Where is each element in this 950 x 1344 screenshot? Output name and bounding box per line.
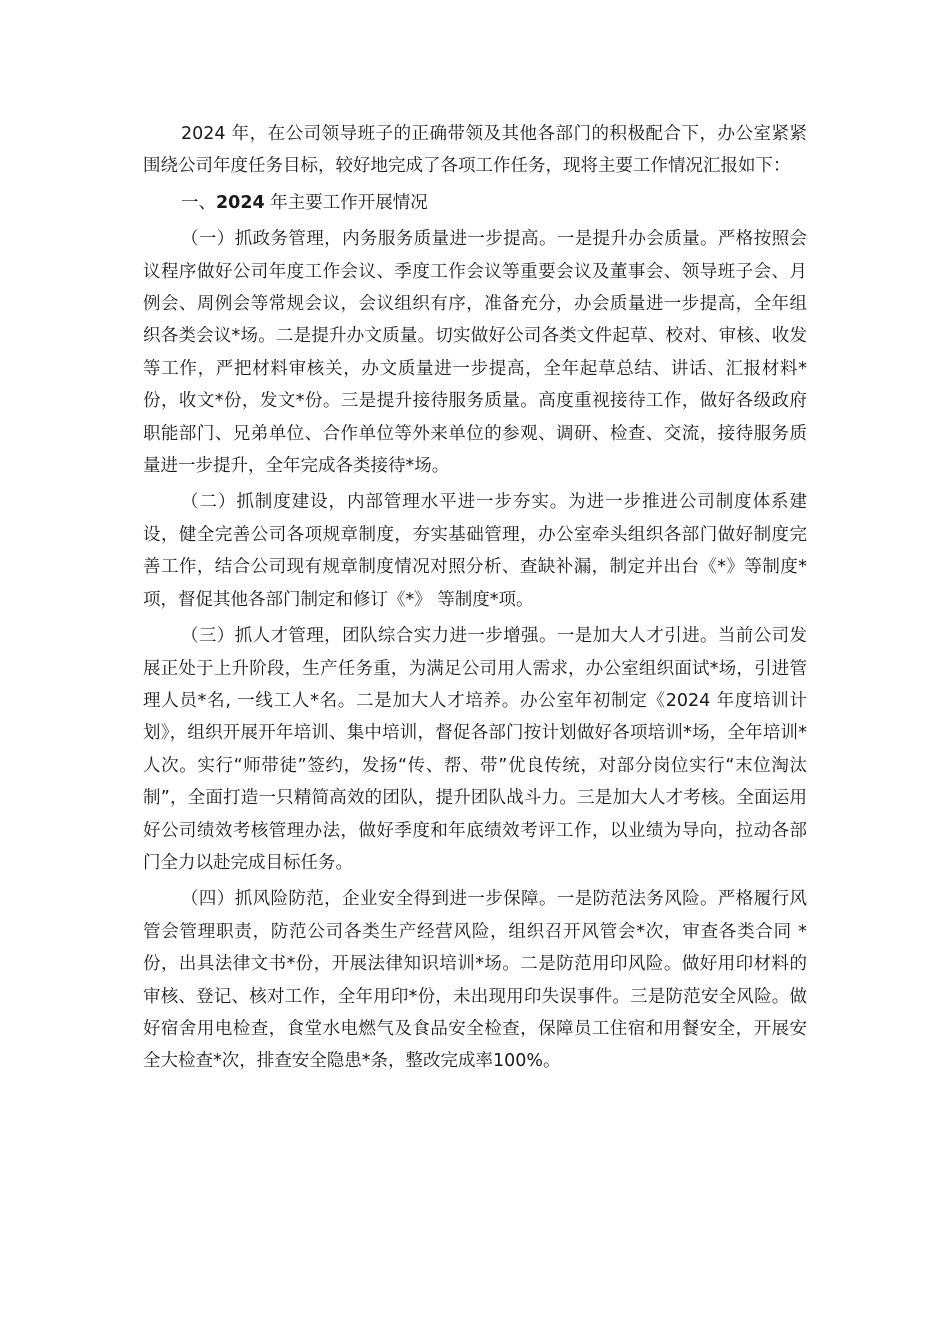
paragraph-system-building: （二）抓制度建设，内部管理水平进一步夯实。为进一步推进公司制度体系建设，健全完善公司各项规章制度，夯实基础管理，办公室牵头组织各部门做好制度完善工作，结合公司现有规章制度情况对照分析、查缺补漏，制定并出台《*》等制度*项，督促其他各部门制定和修订《*》 等制度*项。 (143, 492, 807, 610)
section-heading (143, 187, 807, 219)
section-heading-prefix: 一、 (181, 192, 216, 213)
paragraph-talent-management: （三）抓人才管理，团队综合实力进一步增强。一是加大人才引进。当前公司发展正处于上升阶段，生产任务重，为满足公司用人需求，办公室组织面试*场，引进管理人员*名, 一线工人*名。二是加大人才培养。办公室年初制定《2024 年度培训计划》，组织开展开年培训、集中培训，督促各部门按计划做好各项培训*场，全年培训*人次。实行“师带徒”签约，发扬“传、帮、带”优良传统，对部分岗位实行“末位淘汰制”，全面打造一只精简高效的团队，提升团队战斗力。三是加大人才考核。全面运用好公司绩效考核管理办法，做好季度和年底绩效考评工作，以业绩为导向，拉动各部门全力以赴完成目标任务。 (143, 626, 807, 873)
section-heading-year: 2024 (216, 192, 265, 213)
intro-paragraph: 2024 年，在公司领导班子的正确带领及其他各部门的积极配合下，办公室紧紧围绕公司年度任务目标，较好地完成了各项工作任务，现将主要工作情况汇报如下： (143, 124, 807, 177)
paragraph-risk-prevention: （四）抓风险防范，企业安全得到进一步保障。一是防范法务风险。严格履行风管会管理职责，防范公司各类生产经营风险，组织召开风管会*次，审查各类合同 *份，出具法律文书*份，开展法律知识培训*场。二是防范用印风险。做好用印材料的审核、登记、核对工作，全年用印*份，未出现用印失误事件。三是防范安全风险。做好宿舍用电检查，食堂水电燃气及食品安全检查，保障员工住宿和用餐安全，开展安全大检查*次，排查安全隐患*条，整改完成率100%。 (143, 889, 807, 1072)
document-body (143, 118, 807, 1082)
paragraph-government-affairs: （一）抓政务管理，内务服务质量进一步提高。一是提升办会质量。严格按照会议程序做好公司年度工作会议、季度工作会议等重要会议及董事会、领导班子会、月例会、周例会等常规会议，会议组织有序，准备充分，办会质量进一步提高，全年组织各类会议*场。二是提升办文质量。切实做好公司各类文件起草、校对、审核、收发等工作，严把材料审核关，办文质量进一步提高，全年起草总结、讲话、汇报材料*份，收文*份，发文*份。三是提升接待服务质量。高度重视接待工作，做好各级政府职能部门、兄弟单位、合作单位等外来单位的参观、调研、检查、交流，接待服务质量进一步提升，全年完成各类接待*场。 (143, 229, 807, 477)
section-heading-title: 年主要工作开展情况 (264, 192, 428, 213)
